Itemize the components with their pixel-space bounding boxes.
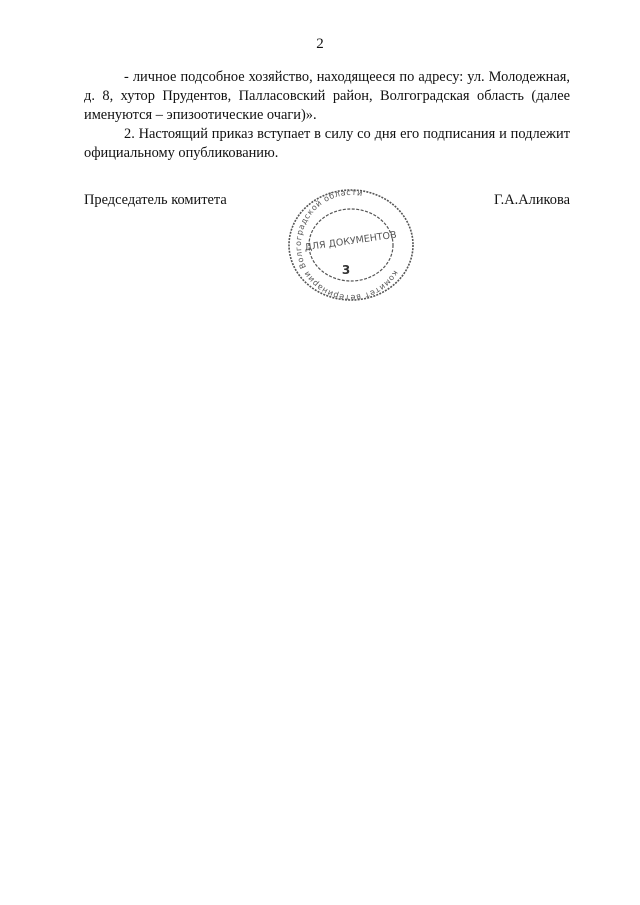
signatory-name: Г.А.Аликова — [493, 192, 570, 208]
page-number: 2 — [316, 36, 324, 52]
official-seal — [284, 186, 418, 304]
seal-graphic — [284, 186, 418, 304]
paragraph-effective-date: 2. Настоящий приказ вступает в силу со дня его подписания и подлежит официальному опубликованию. — [84, 126, 570, 161]
paragraph-address: - личное подсобное хозяйство, находящееся по адресу: ул. Молодежная, д. 8, хутор Прудентов, Палласовский район, Волгоградская область (далее именуются – эпизоотические очаги)». — [84, 69, 570, 123]
seal-ring-text: комитет ветеринарии Волгоградской области — [293, 187, 401, 303]
seal-center-text: ДЛЯ ДОКУМЕНТОВ — [303, 229, 398, 254]
document-body — [84, 68, 570, 163]
signatory-title: Председатель комитета — [84, 192, 227, 208]
seal-number: 3 — [341, 263, 351, 277]
